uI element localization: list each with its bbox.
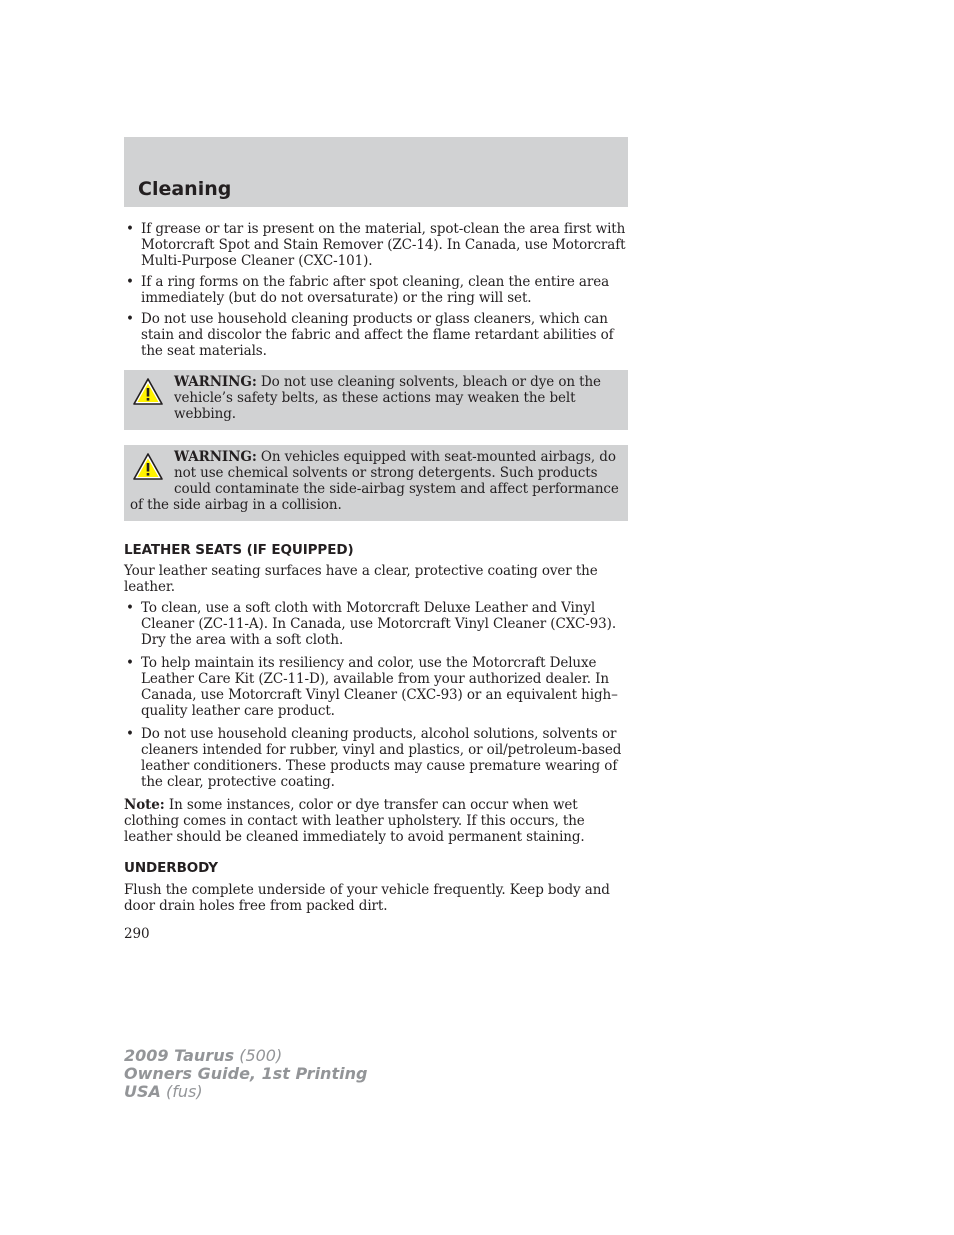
- note-label: Note:: [124, 797, 165, 813]
- document-footer: [124, 1047, 367, 1101]
- leather-seats-heading: LEATHER SEATS (IF EQUIPPED): [124, 542, 354, 558]
- leather-bullet-list: [124, 600, 628, 790]
- list-item: • If a ring forms on the fabric after spot cleaning, clean the entire area immediately (but do not oversaturate) or the ring will set.: [124, 274, 628, 306]
- footer-model-code: (500): [234, 1046, 283, 1065]
- note-text: In some instances, color or dye transfer can occur when wet clothing comes in contact with leather upholstery. If this occurs, the leather should be cleaned immediately to avoid permanent staining.: [124, 797, 585, 845]
- section-header-band: [124, 137, 628, 207]
- footer-line-model: [124, 1047, 367, 1065]
- footer-line-edition: [124, 1065, 367, 1083]
- list-item: • To help maintain its resiliency and color, use the Motorcraft Deluxe Leather Care Kit (ZC-11-D), available from your authorized dealer. In Canada, use Motorcraft Vinyl Cleaner (CXC-93) or an equivalent high–quality leather care product.: [124, 655, 628, 719]
- intro-bullet-list: [124, 221, 628, 359]
- warning-label: WARNING:: [174, 374, 257, 390]
- underbody-text: Flush the complete underside of your vehicle frequently. Keep body and door drain holes free from packed dirt.: [124, 882, 610, 914]
- warning-label: WARNING:: [174, 449, 257, 465]
- warning-box-safety-belts: [124, 370, 628, 430]
- list-item: • If grease or tar is present on the material, spot-clean the area first with Motorcraft Spot and Stain Remover (ZC-14). In Canada, use Motorcraft Multi-Purpose Cleaner (CXC-101).: [124, 221, 628, 269]
- warning-text: On vehicles equipped with seat-mounted airbags, do not use chemical solvents or strong detergents. Such products could contaminate the side-airbag system and affect performance of the side airbag in a collision.: [130, 449, 619, 513]
- warning-box-seat-airbags: [124, 445, 628, 521]
- footer-model: 2009 Taurus: [124, 1046, 235, 1065]
- list-item: • To clean, use a soft cloth with Motorcraft Deluxe Leather and Vinyl Cleaner (ZC-11-A). In Canada, use Motorcraft Vinyl Cleaner (CXC-93). Dry the area with a soft cloth.: [124, 600, 628, 648]
- page-number: 290: [124, 926, 150, 942]
- list-item: • Do not use household cleaning products, alcohol solutions, solvents or cleaners intended for rubber, vinyl and plastics, or oil/petroleum-based leather conditioners. These products may cause premature wearing of the clear, protective coating.: [124, 726, 628, 790]
- footer-line-market: [124, 1083, 367, 1101]
- footer-edition: Owners Guide, 1st Printing: [124, 1064, 368, 1083]
- warning-text: Do not use cleaning solvents, bleach or dye on the vehicle’s safety belts, as these actions may weaken the belt webbing.: [174, 374, 601, 422]
- list-item: • Do not use household cleaning products or glass cleaners, which can stain and discolor the fabric and affect the flame retardant abilities of the seat materials.: [124, 311, 628, 359]
- leather-note: [124, 797, 628, 845]
- footer-market-code: (fus): [160, 1082, 203, 1101]
- page-content: [124, 221, 628, 942]
- leather-intro: Your leather seating surfaces have a clear, protective coating over the leather.: [124, 563, 598, 595]
- warning-triangle-icon: [132, 377, 164, 407]
- warning-triangle-icon: [132, 452, 164, 482]
- footer-market: USA: [124, 1082, 161, 1101]
- section-title: Cleaning: [138, 178, 232, 200]
- underbody-heading: UNDERBODY: [124, 860, 218, 876]
